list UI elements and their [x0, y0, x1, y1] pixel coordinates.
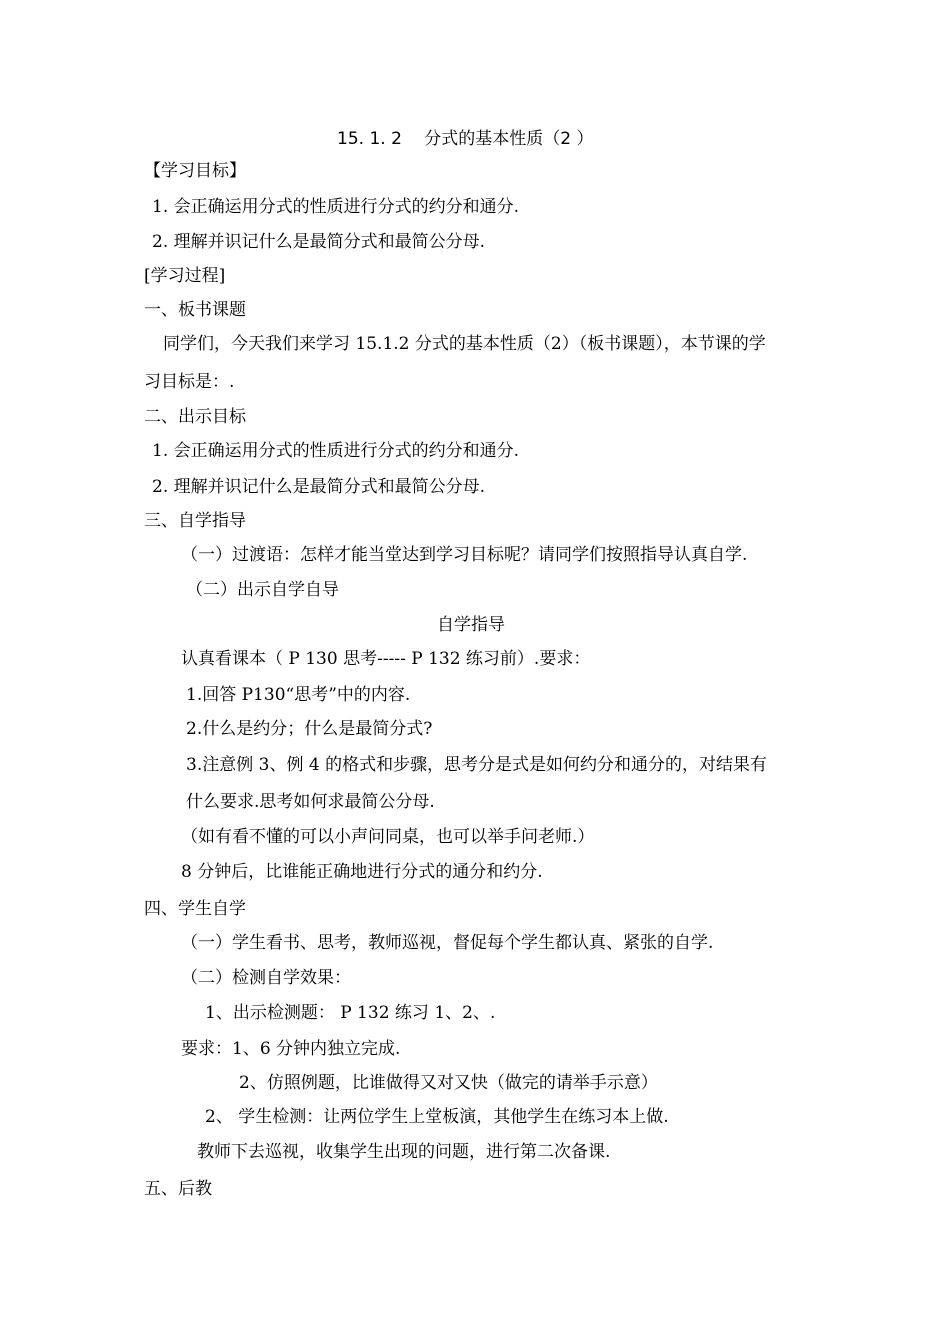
section-2-objective-2: 2. 理解并识记什么是最简分式和最简公分母. [152, 477, 486, 497]
guide-note: （如有看不懂的可以小声问同桌，也可以举手问老师.） [181, 827, 595, 847]
guide-intro: 认真看课本（ P 130 思考----- P 132 练习前）.要求： [181, 649, 591, 669]
section-1-paragraph-cont: 习目标是：. [144, 372, 235, 392]
section-4-requirement: 要求：1、6 分钟内独立完成. [181, 1039, 401, 1059]
section-2-objective-1: 1. 会正确运用分式的性质进行分式的约分和通分. [152, 441, 520, 461]
guide-item-3: 3.注意例 3、例 4 的格式和步骤，思考分是式是如何约分和通分的，对结果有 [186, 755, 768, 775]
guide-time: 8 分钟后，比谁能正确地进行分式的通分和约分. [181, 862, 543, 882]
section-4-teacher-note: 教师下去巡视，收集学生出现的问题，进行第二次备课. [197, 1142, 611, 1162]
section-1-paragraph: 同学们，今天我们来学习 15.1.2 分式的基本性质（2）（板书课题），本节课的学 [163, 334, 766, 354]
process-header: [学习过程] [144, 266, 226, 286]
section-4-item-b: （二）检测自学效果： [181, 968, 351, 988]
section-3-item-a: （一）过渡语：怎样才能当堂达到学习目标呢？请同学们按照指导认真自学. [181, 545, 748, 565]
objectives-header: 【学习目标】 [144, 161, 246, 181]
section-4-header: 四、学生自学 [144, 899, 246, 919]
section-4-item-b1: 1、出示检测题： P 132 练习 1、2、. [205, 1003, 496, 1023]
guide-item-2: 2.什么是约分；什么是最简分式? [186, 719, 433, 739]
doc-title: 15. 1. 2 分式的基本性质（2 ） [337, 129, 594, 149]
section-1-header: 一、板书课题 [144, 300, 246, 320]
guide-item-3-cont: 什么要求.思考如何求最简公分母. [186, 792, 435, 812]
section-4-item-a: （一）学生看书、思考，教师巡视，督促每个学生都认真、紧张的自学. [181, 933, 714, 953]
section-5-header: 五、后教 [144, 1179, 212, 1199]
section-3-item-b: （二）出示自学自导 [186, 580, 339, 600]
objective-2: 2. 理解并识记什么是最简分式和最简公分母. [152, 232, 486, 252]
section-3-header: 三、自学指导 [144, 511, 246, 531]
objective-1: 1. 会正确运用分式的性质进行分式的约分和通分. [152, 197, 520, 217]
section-4-requirement-2: 2、仿照例题，比谁做得又对又快（做完的请举手示意） [239, 1073, 658, 1093]
section-4-item-b2: 2、 学生检测：让两位学生上堂板演，其他学生在练习本上做. [205, 1107, 669, 1127]
guide-title: 自学指导 [437, 615, 505, 635]
guide-item-1: 1.回答 P130“思考”中的内容. [186, 685, 411, 705]
section-2-header: 二、出示目标 [144, 407, 246, 427]
